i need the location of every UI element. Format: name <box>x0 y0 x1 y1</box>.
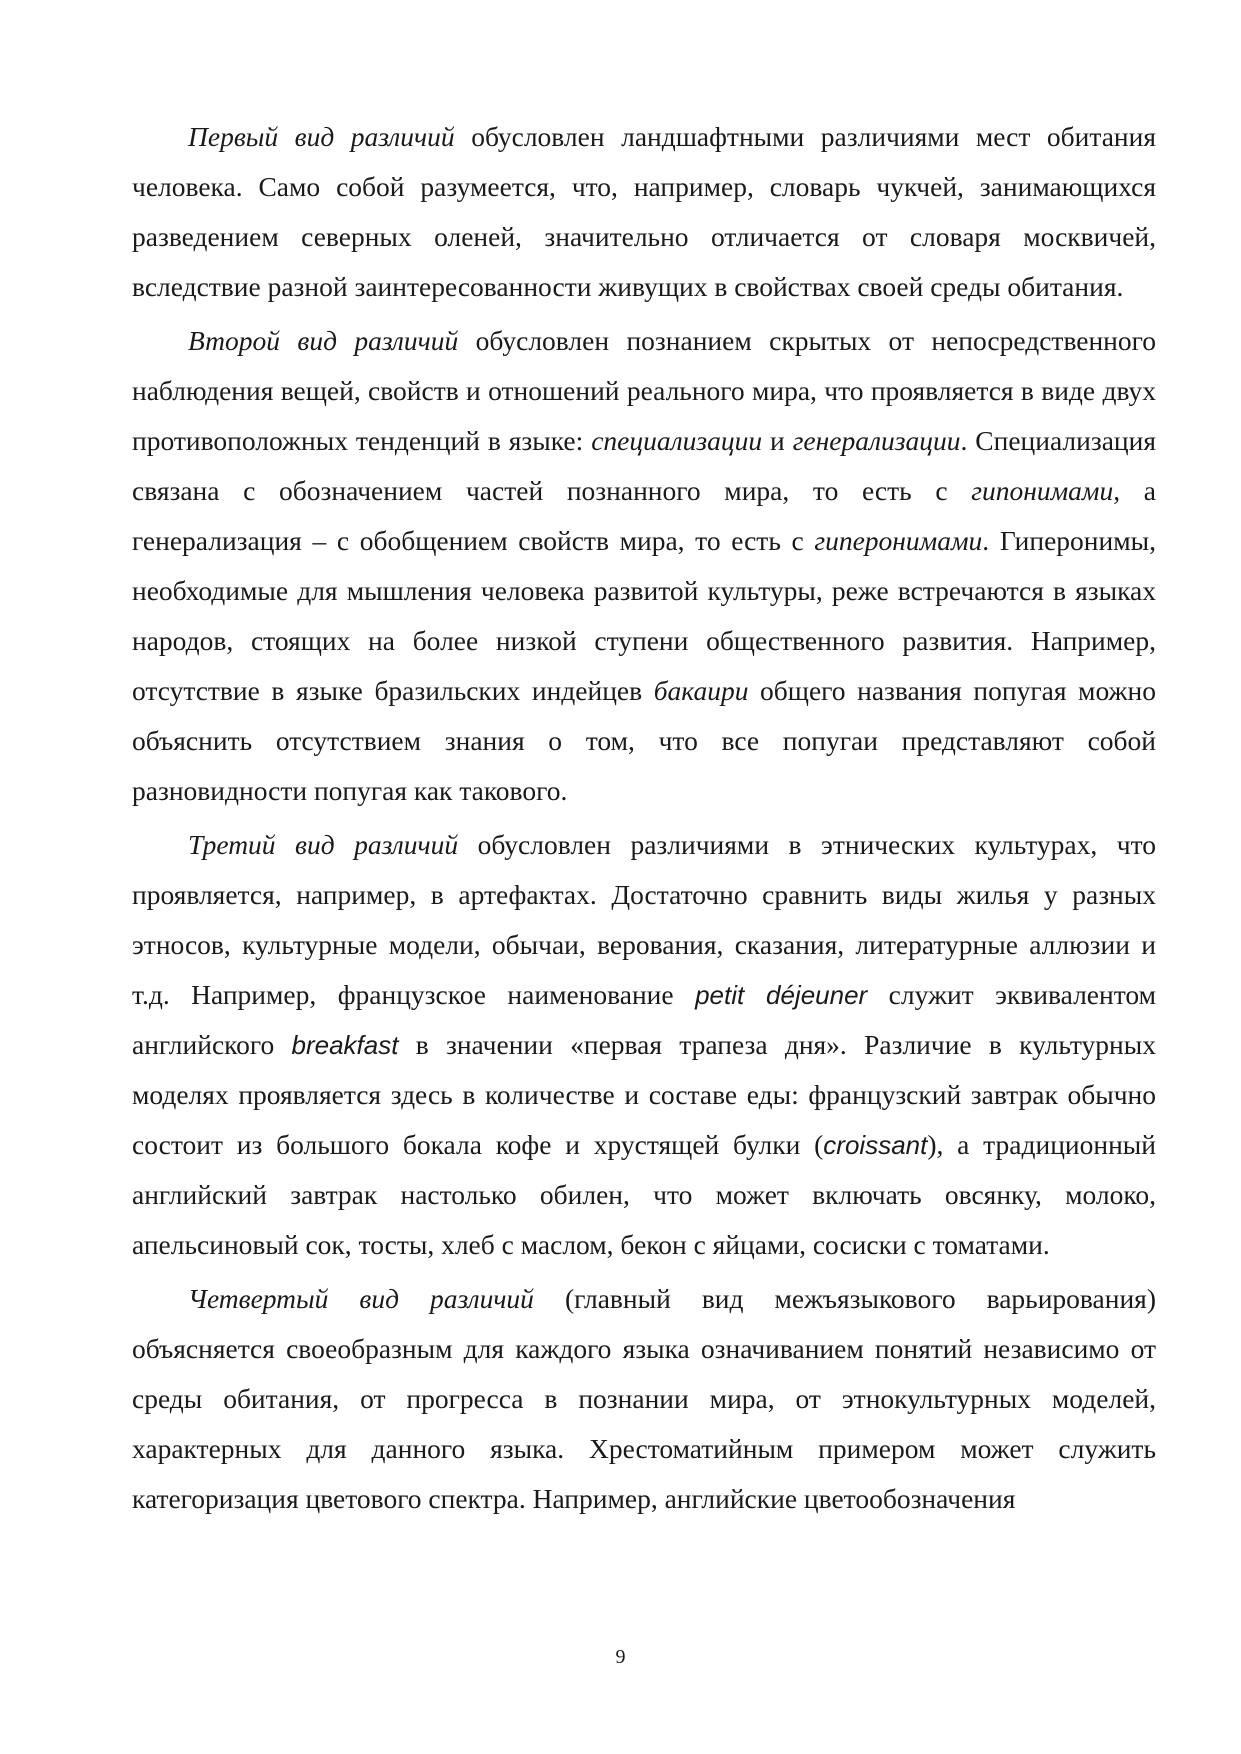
paragraph-text: (главный вид межъязыкового варьирования) объясняется своеобразным для каждого языка означиванием понятий независимо от среды обитания, от прогресса в познании мира, от этнокультурных моделей, характерных для данного языка. Хрестоматийным примером может служить категоризация цветового спектра. Например, английские цветообозначения <box>132 1283 1156 1514</box>
paragraph-first-kind <box>132 112 1156 312</box>
paragraph-third-kind <box>132 820 1156 1270</box>
paragraph-text: . Специализация связана с обозначением частей познанного мира, то есть с <box>132 425 1156 506</box>
paragraph-text: , а генерализация – с обобщением свойств мира, то есть с <box>132 475 1156 556</box>
page-number: 9 <box>615 1646 626 1668</box>
paragraph-text: обусловлен ландшафтными различиями мест обитания человека. Само собой разумеется, что, например, словарь чукчей, занимающихся разведением северных оленей, значительно отличается от словаря москвичей, вследствие разной заинтересованности живущих в свойствах своей среды обитания. <box>132 121 1156 302</box>
paragraph-text: обусловлен различиями в этнических культурах, что проявляется, например, в артефактах. Достаточно сравнить виды жилья у разных этносов, культурные модели, обычаи, верования, сказания, литературные аллюзии и т.д. Например, французское наименование <box>132 829 1156 1010</box>
foreign-term-croissant: croissant <box>823 1130 928 1160</box>
paragraph-text: обусловлен познанием скрытых от непосредственного наблюдения вещей, свойств и отношений реального мира, что проявляется в виде двух противоположных тенденций в языке: <box>132 325 1156 456</box>
term-specialization: специализации <box>591 425 763 456</box>
paragraph-text: в значении «первая трапеза дня». Различие в культурных моделях проявляется здесь в количестве и составе еды: французский завтрак обычно состоит из большого бокала кофе и хрустящей булки ( <box>132 1029 1156 1160</box>
term-generalization: генерализации <box>792 425 961 456</box>
foreign-term-petit-dejeuner: petit déjeuner <box>695 980 868 1010</box>
paragraph-fourth-kind <box>132 1274 1156 1524</box>
paragraph-second-kind <box>132 316 1156 816</box>
term-fourth-kind: Четвертый вид различий <box>188 1283 534 1314</box>
foreign-term-breakfast: breakfast <box>291 1030 399 1060</box>
document-page <box>132 112 1156 1524</box>
term-first-kind: Первый вид различий <box>188 121 455 152</box>
term-hyponyms: гипонимами <box>971 475 1114 506</box>
term-third-kind: Третий вид различий <box>188 829 459 860</box>
paragraph-text: и <box>762 425 793 456</box>
paragraph-text: . Гиперонимы, необходимые для мышления человека развитой культуры, реже встречаются в языках народов, стоящих на более низкой ступени общественного развития. Например, отсутствие в языке бразильских индейцев <box>132 525 1156 706</box>
paragraph-text: общего названия попугая можно объяснить отсутствием знания о том, что все попугаи представляют собой разновидности попугая как такового. <box>132 675 1156 806</box>
term-second-kind: Второй вид различий <box>188 325 459 356</box>
paragraph-text: служит эквивалентом английского <box>132 979 1157 1060</box>
paragraph-text: ), а традиционный английский завтрак настолько обилен, что может включать овсянку, молоко, апельсиновый сок, тосты, хлеб с маслом, бекон с яйцами, сосиски с томатами. <box>132 1129 1156 1260</box>
term-bakairi: бакаири <box>653 675 749 706</box>
term-hyperonyms: гиперонимами <box>814 525 983 556</box>
